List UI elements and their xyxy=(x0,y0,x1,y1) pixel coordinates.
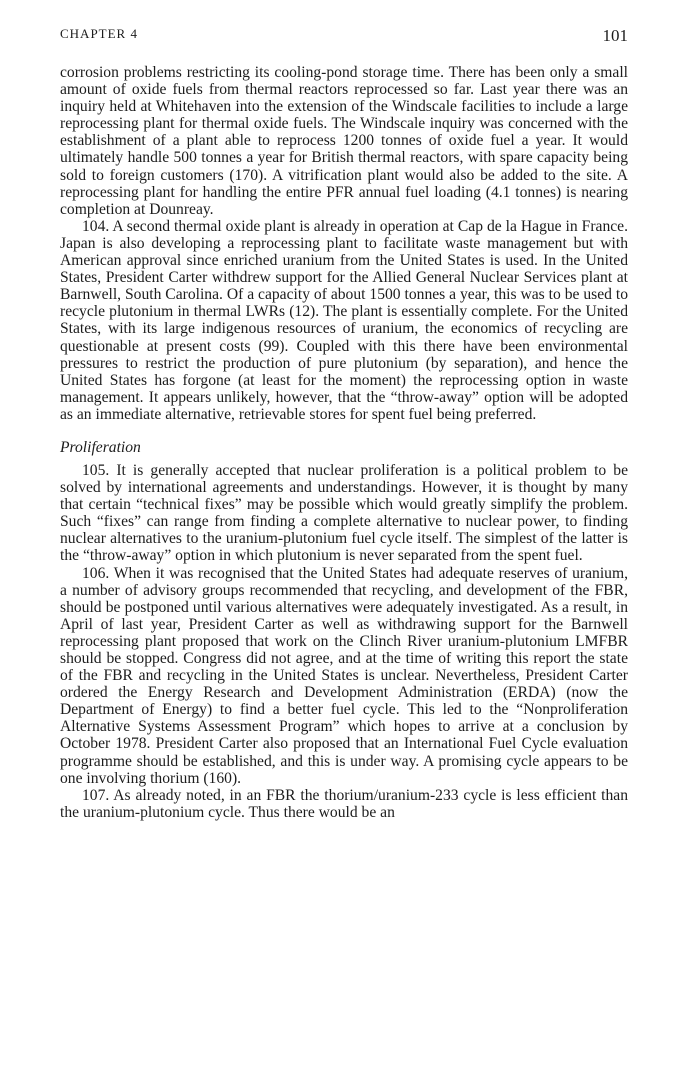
paragraph-106: 106. When it was recognised that the United States had adequate reserves of uranium, a number of advisory groups recommended that recycling, and development of the FBR, should be postponed until various alternatives were adequately investigated. As a result, in April of last year, President Carter as well as withdrawing support for the Barnwell reprocessing plant proposed that work on the Clinch River uranium-plutonium LMFBR should be stopped. Congress did not agree, and at the time of writing this report the state of the FBR and recycling in the United States is unclear. Nevertheless, President Carter ordered the Energy Research and Development Administration (ERDA) (now the Department of Energy) to find a better fuel cycle. This led to the “Nonproliferation Alternative Systems Assessment Program” which hopes to arrive at a conclusion by October 1978. President Carter also proposed that an International Fuel Cycle evaluation programme should be established, and this is under way. A promising cycle appears to be one involving thorium (160). xyxy=(60,564,628,787)
chapter-label: CHAPTER 4 xyxy=(60,26,138,41)
page-body xyxy=(60,64,628,821)
page-number: 101 xyxy=(602,26,628,45)
section-heading: Proliferation xyxy=(60,438,141,456)
paragraph-105: 105. It is generally accepted that nuclear proliferation is a political problem to be solved by international agreements and understandings. However, it is thought by many that certain “technical fixes” may be possible which would greatly simplify the problem. Such “fixes” can range from finding a complete alternative to nuclear power, to finding nuclear alternatives to the uranium-plutonium fuel cycle itself. The simplest of the latter is the “throw-away” option in which plutonium is never separated from the spent fuel. xyxy=(60,461,628,565)
paragraph-107: 107. As already noted, in an FBR the thorium/uranium-233 cycle is less efficient than the uranium-plutonium cycle. Thus there would be an xyxy=(60,786,628,821)
page-header xyxy=(60,24,628,48)
paragraph-continued: corrosion problems restricting its cooling-pond storage time. There has been only a small amount of oxide fuels from thermal reactors reprocessed so far. Last year there was an inquiry held at Whitehaven into the extension of the Windscale facilities to include a large reprocessing plant for thermal oxide fuels. The Windscale inquiry was concerned with the establishment of a plant able to reprocess 1200 tonnes of oxide fuel a year. It would ultimately handle 500 tonnes a year for British thermal reactors, with spare capacity being sold to foreign customers (170). A vitrification plant would also be added to the site. A reprocessing plant for handling the entire PFR annual fuel loading (4.1 tonnes) is nearing completion at Dounreay. xyxy=(60,64,628,218)
paragraph-104: 104. A second thermal oxide plant is already in operation at Cap de la Hague in France. Japan is also developing a reprocessing plant to facilitate waste management but with American approval since enriched uranium from the United States is used. In the United States, President Carter withdrew support for the Allied General Nuclear Services plant at Barnwell, South Carolina. Of a capacity of about 1500 tonnes a year, this was to be used to recycle plutonium in thermal LWRs (12). The plant is essentially complete. For the United States, with its large indigenous resources of uranium, the economics of recycling are questionable at present costs (99). Coupled with this there have been environmental pressures to restrict the production of pure plutonium (by separation), and hence the United States has forgone (at least for the moment) the reprocessing option in waste management. It appears unlikely, however, that the “throw-away” option will be adopted as an immediate alternative, retrievable stores for spent fuel being preferred. xyxy=(60,217,628,423)
